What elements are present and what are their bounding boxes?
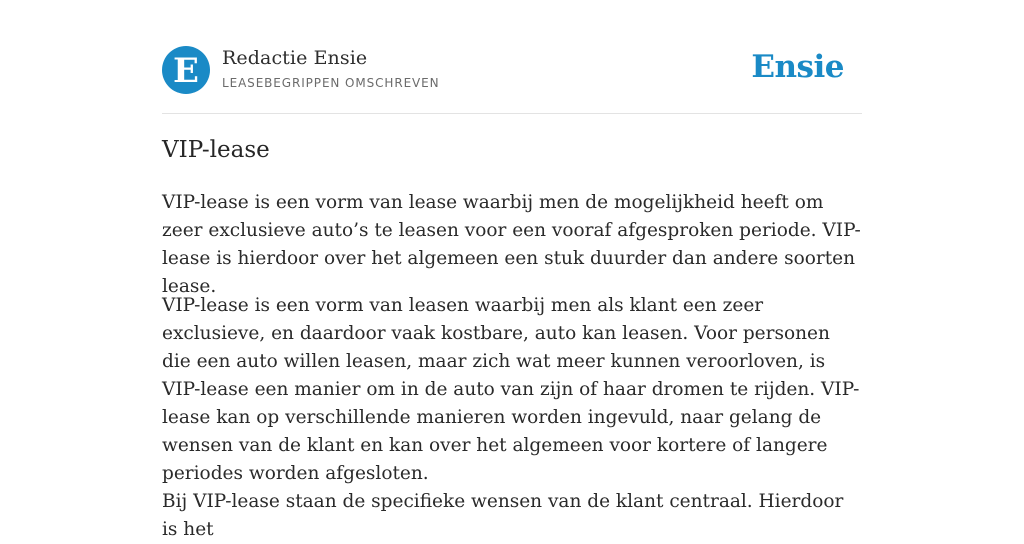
ensie-e-logo-icon — [162, 46, 210, 94]
header-divider — [162, 113, 862, 114]
article-header — [162, 46, 862, 96]
article-paragraph-3: Bij VIP-lease staan de specifieke wensen van de klant centraal. Hierdoor is het — [162, 491, 844, 540]
article-paragraph-2: VIP-lease is een vorm van leasen waarbij men als klant een zeer exclusieve, en daardoor vaak kostbare, auto kan leasen. Voor personen die een auto willen leasen, maar zich wat meer kunnen veroorloven, is VIP-lease een manier om in de auto van zijn of haar dromen te rijden. VIP-lease kan op verschillende manieren worden ingevuld, naar gelang de wensen van de klant en kan over het algemeen voor kortere of langere periodes worden afgesloten. — [162, 295, 860, 484]
article-paragraph-1: VIP-lease is een vorm van lease waarbij men de mogelijkheid heeft om zeer exclusieve auto’s te leasen voor een vooraf afgesproken periode. VIP- lease is hierdoor over het algemeen een stuk duurder dan andere soorten lease. — [162, 192, 861, 297]
author-avatar[interactable] — [162, 46, 210, 94]
article-title: VIP-lease — [162, 137, 270, 163]
author-name[interactable]: Redactie Ensie — [222, 47, 368, 69]
avatar-letter: E — [173, 51, 199, 91]
brand-logo[interactable]: Ensie — [751, 49, 844, 85]
author-subtitle[interactable]: LEASEBEGRIPPEN OMSCHREVEN — [222, 76, 440, 90]
